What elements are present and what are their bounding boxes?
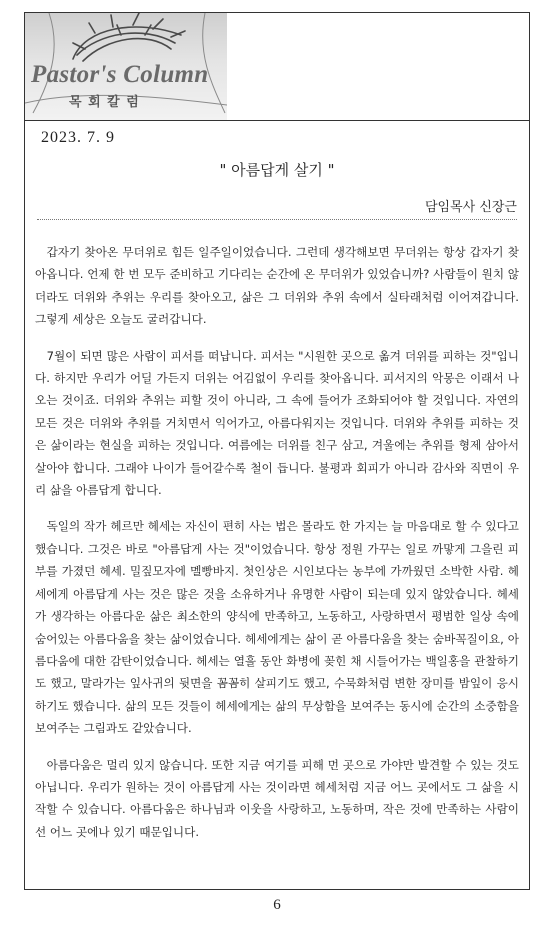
column-frame [24,12,530,890]
pastor-column-banner [25,13,227,120]
paragraph-1: 갑자기 찾아온 무더위로 힘든 일주일이었습니다. 그런데 생각해보면 무더위는 항상 갑자기 찾아옵니다. 언제 한 번 모두 준비하고 기다리는 순간에 온 무더위가 있었습니까? 사람들이 원치 않더라도 더위와 추위는 우리를 찾아오고, 삶은 그 더위와 추위 속에서 실타래처럼 이어져갑니다. 그렇게 세상은 오늘도 굴러갑니다. [35,245,519,327]
paragraph-2: 7월이 되면 많은 사람이 피서를 떠납니다. 피서는 "시원한 곳으로 옮겨 더위를 피하는 것"입니다. 하지만 우리가 어딜 가든지 더위는 어김없이 우리를 찾아옵니다. 피서지의 악몽은 이래서 나오는 것이죠. 더위와 추위는 피할 것이 아니라, 그 속에 들어가 조화되어야 할 것입니다. 자연의 모든 것은 더위와 추위를 거치면서 익어가고, 아름다워지는 것입니다. 더위와 추위를 피하는 것은 삶이라는 현실을 피하는 것입니다. 여름에는 더위를 친구 삼고, 겨울에는 추위를 형제 삼아서 살아야 합니다. 그래야 나이가 들어갈수록 철이 듭니다. 불평과 회피가 아니라 감사와 직면이 우리 삶을 아름답게 합니다. [35,348,519,498]
column-body [35,241,519,857]
paragraph-4: 아름다움은 멀리 있지 않습니다. 또한 지금 여기를 피해 먼 곳으로 가야만 발견할 수 있는 것도 아닙니다. 우리가 원하는 것이 아름답게 사는 것이라면 헤세처럼 지금 어느 곳에서도 그 삶을 시작할 수 있습니다. 아름다움은 하나님과 이웃을 사랑하고, 노동하며, 작은 것에 만족하는 사람이 선 어느 곳에나 있기 때문입니다. [35,757,519,839]
column-date: 2023. 7. 9 [41,129,115,146]
dotted-divider [37,219,517,220]
banner-title: Pastor's Column [31,61,209,88]
column-title: " 아름답게 살기 " [219,161,335,179]
banner-subtitle: 목 회 칼 럼 [69,95,140,110]
page-number: 6 [273,897,281,913]
paragraph-3: 독일의 작가 헤르만 헤세는 자신이 편히 사는 법은 몰라도 한 가지는 늘 마음대로 할 수 있다고 했습니다. 그것은 바로 "아름답게 사는 것"이었습니다. 항상 정원 가꾸는 일로 까맣게 그을린 피부를 가졌던 헤세. 밀짚모자에 멜빵바지. 첫인상은 시인보다는 농부에 가까웠던 소박한 사람. 헤세에게 아름답게 사는 것은 많은 것을 소유하거나 유명한 사람이 되는데 있지 않았습니다. 헤세가 생각하는 아름다운 삶은 최소한의 양식에 만족하고, 노동하고, 사랑하면서 평범한 일상 속에 숨어있는 아름다움을 찾는 삶이었습니다. 헤세에게는 삶이 곧 아름다움을 찾는 숨바꼭질이요, 아름다움에 대한 감탄이었습니다. 헤세는 열흘 동안 화병에 꽂힌 채 시들어가는 백일홍을 관찰하기도 했고, 말라가는 잎사귀의 뒷면을 꼼꼼히 살피기도 했고, 수묵화처럼 변한 장미를 밤잎이 응시하기도 했습니다. 삶의 모든 것들이 헤세에게는 삶의 무상함을 보여주는 동시에 순간의 소중함을 보여주는 그림과도 같았습니다. [35,519,519,736]
column-author: 담임목사 신장근 [424,200,517,215]
header-divider [25,120,529,121]
